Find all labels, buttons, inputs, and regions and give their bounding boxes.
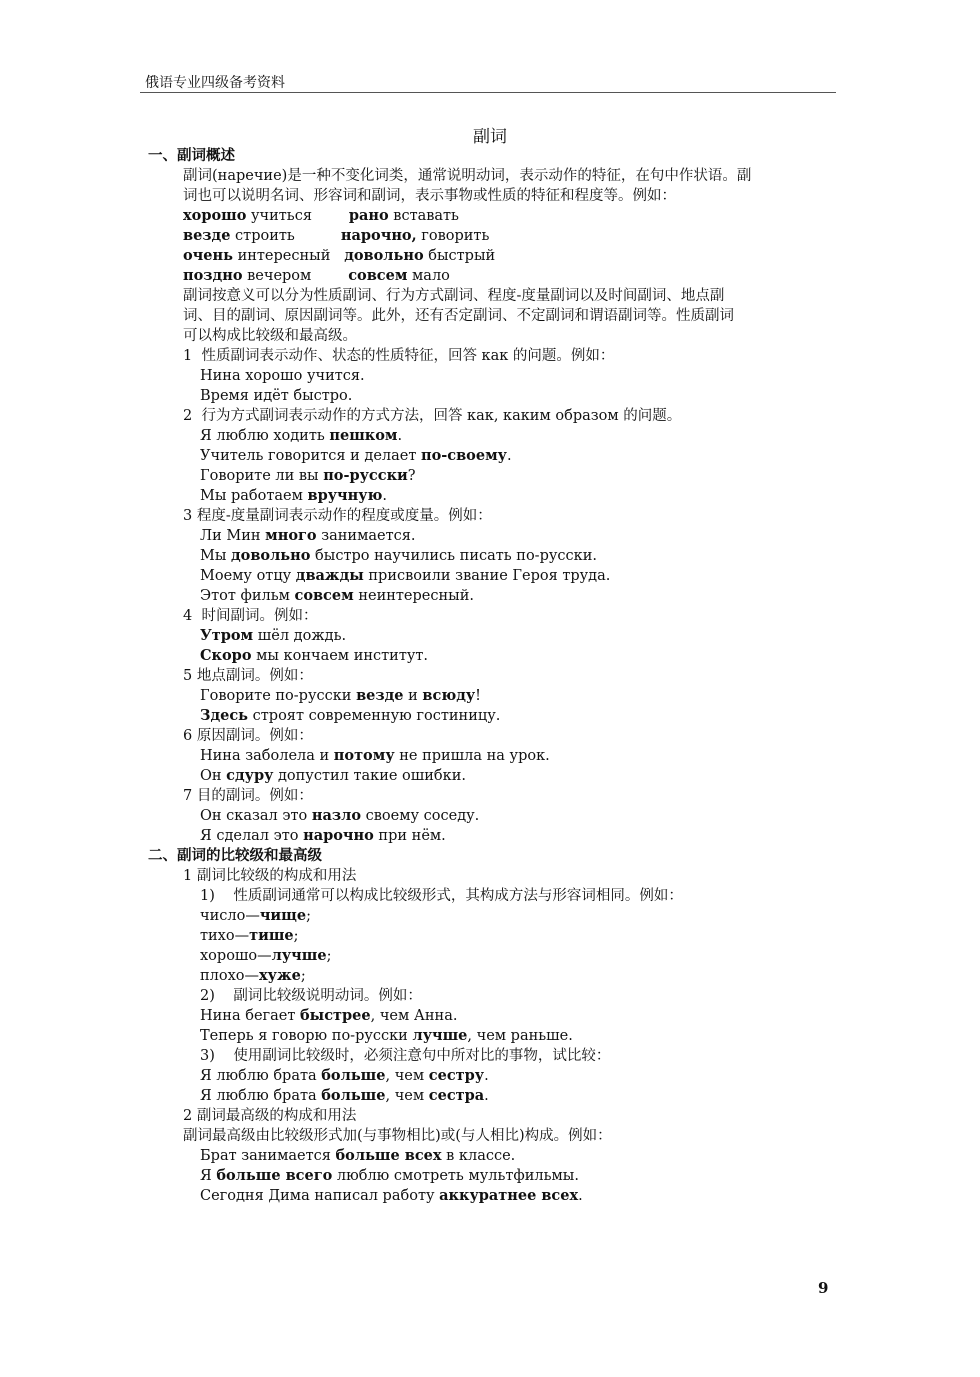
bold-text: аккуратнее всех [439,1187,579,1204]
text-segment: Я сделал это [200,828,304,844]
text-line [148,466,838,486]
text-segment: 1 性质副词表示动作、状态的性质特征，回答 как 的问题。例如： [183,348,615,364]
text-line [148,1126,838,1146]
text-line [148,266,838,286]
text-segment: строить [230,228,341,244]
text-line [148,246,838,266]
text-segment: Моему отцу [200,568,296,584]
page-title: 副词 [473,127,507,147]
text-line [148,1146,838,1166]
text-line [148,186,838,206]
bold-text: очень [183,247,233,264]
bold-text: везде [356,687,404,704]
text-segment: мало [407,268,450,284]
text-line [148,606,838,626]
bold-text: Утром [200,627,254,644]
text-segment: Сегодня Дима написал работу [200,1188,440,1204]
text-segment: быстрый [423,248,496,264]
bold-text: чище [259,907,307,924]
text-segment: 7 目的副词。例如： [183,788,313,804]
text-segment: . [506,448,512,464]
text-line [148,406,838,426]
text-segment: не пришла на урок. [394,748,550,764]
text-line [148,486,838,506]
bold-text: сдуру [226,767,274,784]
text-segment: Теперь я говорю по-русски [200,1028,413,1044]
text-segment: своему соседу. [361,808,480,824]
text-segment: Он сказал это [200,808,312,824]
bold-text: нарочно [303,827,374,844]
text-line [148,546,838,566]
text-segment: Говорите ли вы [200,468,324,484]
text-segment: ; [326,948,332,964]
text-segment: . [578,1188,583,1204]
text-line [148,1186,838,1206]
text-line [148,206,838,226]
text-segment: Я люблю брата [200,1068,322,1084]
text-line [148,146,838,166]
text-segment: говорить [416,228,490,244]
text-segment: присвоили звание Героя труда. [363,568,611,584]
text-line [148,886,838,906]
text-segment: , чем раньше. [467,1028,573,1044]
text-segment: Учитель говорится и делает [200,448,421,464]
text-segment: 1) 性质副词通常可以构成比较级形式，其构成方法与形容词相同。例如： [200,888,683,904]
text-segment: тихо— [200,928,250,944]
bold-text: больше [321,1067,386,1084]
text-line [148,686,838,706]
text-segment: число— [200,908,260,924]
text-segment: , чем [385,1088,429,1104]
text-line [148,586,838,606]
text-segment: . [484,1088,489,1104]
text-segment: 2) 副词比较级说明动词。例如： [200,988,422,1004]
text-segment: 3 程度-度量副词表示动作的程度或度量。例如： [183,508,492,524]
text-segment: ? [407,468,416,484]
bold-text: вручную [307,487,383,504]
header-rule [140,92,836,93]
text-segment: занимается. [316,528,416,544]
text-segment: строят современную гостиницу. [248,708,501,724]
bold-text: совсем [294,587,354,604]
text-segment: Он [200,768,227,784]
bold-text: лучше [412,1027,468,1044]
text-segment: учиться [246,208,349,224]
text-segment: 2 行为方式副词表示动作的方式方法，回答 как, каким образом 的问题。 [183,408,682,424]
bold-text: дважды [295,567,364,584]
bold-text: хорошо [183,207,247,224]
text-segment: неинтересный. [353,588,474,604]
text-line [148,446,838,466]
text-line [148,366,838,386]
text-line [148,866,838,886]
bold-text: поздно [183,267,243,284]
text-segment: и [403,688,423,704]
document-body [148,146,838,1206]
text-line [148,1066,838,1086]
text-segment: при нём. [373,828,446,844]
text-segment: Брат занимается [200,1148,336,1164]
text-segment: Этот фильм [200,588,295,604]
bold-text: совсем [348,267,408,284]
bold-text: сестру [428,1067,485,1084]
bold-text: Здесь [200,707,249,724]
bold-text: Скоро [200,647,252,664]
text-line [148,1006,838,1026]
text-segment: 副词最高级由比较级形式加(与事物相比)或(与人相比)构成。例如： [183,1128,612,1144]
bold-text: довольно [344,247,424,264]
text-line [148,946,838,966]
text-segment: 3) 使用副词比较级时，必须注意句中所对比的事物，试比较： [200,1048,611,1064]
text-line [148,1026,838,1046]
text-segment: . [484,1068,489,1084]
text-segment: 2 副词最高级的构成和用法 [183,1108,357,1124]
text-line [148,326,838,346]
text-line [148,746,838,766]
text-segment: Нина хорошо учится. [200,368,365,384]
bold-text: 二、副词的比较级和最高级 [148,847,322,864]
running-header: 俄语专业四级备考资料 [145,75,285,91]
text-line [148,506,838,526]
bold-text: по-русски [323,467,408,484]
text-segment: мы кончаем институт. [251,648,429,664]
text-segment: в классе. [441,1148,516,1164]
text-segment: 6 原因副词。例如： [183,728,313,744]
bold-text: назло [311,807,362,824]
bold-text: рано [348,207,389,224]
text-segment: интересный [232,248,345,264]
bold-text: везде [183,227,231,244]
text-segment: 可以构成比较级和最高级。 [183,328,357,344]
text-segment: . [382,488,388,504]
text-line [148,526,838,546]
bold-text: много [265,527,317,544]
text-segment: 词、目的副词、原因副词等。此外，还有否定副词、不定副词和谓语副词等。性质副词 [183,308,734,324]
text-segment: Я люблю ходить [200,428,330,444]
text-segment: ; [306,908,311,924]
bold-text: довольно [231,547,311,564]
text-segment: , чем Анна. [370,1008,458,1024]
text-line [148,846,838,866]
text-segment: 词也可以说明名词、形容词和副词，表示事物或性质的特征和程度等。例如： [183,188,676,204]
text-segment: 1 副词比较级的构成和用法 [183,868,357,884]
text-segment: Время идёт быстро. [200,388,353,404]
bold-text: хуже [259,967,301,984]
text-segment: . [397,428,403,444]
text-segment: Я [200,1168,217,1184]
text-line [148,1106,838,1126]
bold-text: быстрее [300,1007,371,1024]
text-segment: 副词(наречие)是一种不变化词类，通常说明动词，表示动作的特征，在句中作状语。副 [183,168,752,184]
text-line [148,226,838,246]
bold-text: пешком [329,427,398,444]
text-line [148,826,838,846]
text-segment: Мы [200,548,231,564]
text-segment: допустил такие ошибки. [273,768,466,784]
bold-text: больше [321,1087,386,1104]
text-segment: , чем [385,1068,429,1084]
bold-text: больше всего [216,1167,333,1184]
text-line [148,806,838,826]
text-line [148,306,838,326]
text-segment: Мы работаем [200,488,308,504]
text-segment: быстро научились писать по-русски. [310,548,597,564]
text-line [148,986,838,1006]
text-segment: шёл дождь. [253,628,347,644]
bold-text: сестра [428,1087,485,1104]
text-segment: плохо— [200,968,260,984]
text-segment: вставать [388,208,459,224]
text-line [148,1086,838,1106]
bold-text: лучше [271,947,327,964]
text-line [148,726,838,746]
text-segment: Ли Мин [200,528,266,544]
text-segment: 5 地点副词。例如： [183,668,313,684]
page-number: 9 [818,1279,829,1297]
text-segment: Нина заболела и [200,748,334,764]
text-line [148,346,838,366]
text-segment: Я люблю брата [200,1088,322,1104]
text-line [148,1046,838,1066]
text-line [148,646,838,666]
text-line [148,626,838,646]
text-line [148,706,838,726]
text-segment: люблю смотреть мультфильмы. [332,1168,579,1184]
text-line [148,566,838,586]
bold-text: больше всех [335,1147,442,1164]
text-segment: хорошо— [200,948,272,964]
text-segment: вечером [242,268,349,284]
text-line [148,426,838,446]
text-segment: ; [293,928,299,944]
text-segment: 副词按意义可以分为性质副词、行为方式副词、程度-度量副词以及时间副词、地点副 [183,288,725,304]
text-line [148,766,838,786]
text-line [148,906,838,926]
text-line [148,286,838,306]
text-segment: Нина бегает [200,1008,300,1024]
text-line [148,666,838,686]
text-line [148,966,838,986]
bold-text: потому [333,747,395,764]
bold-text: по-своему [420,447,507,464]
bold-text: тише [249,927,294,944]
text-line [148,926,838,946]
text-line [148,1166,838,1186]
bold-text: 一、副词概述 [148,147,235,164]
text-line [148,386,838,406]
text-segment: ; [300,968,306,984]
text-segment: Говорите по-русски [200,688,357,704]
text-segment: 4 时间副词。例如： [183,608,318,624]
text-line [148,166,838,186]
text-segment: ! [475,688,481,704]
bold-text: нарочно, [340,227,417,244]
bold-text: всюду [422,687,476,704]
text-line [148,786,838,806]
